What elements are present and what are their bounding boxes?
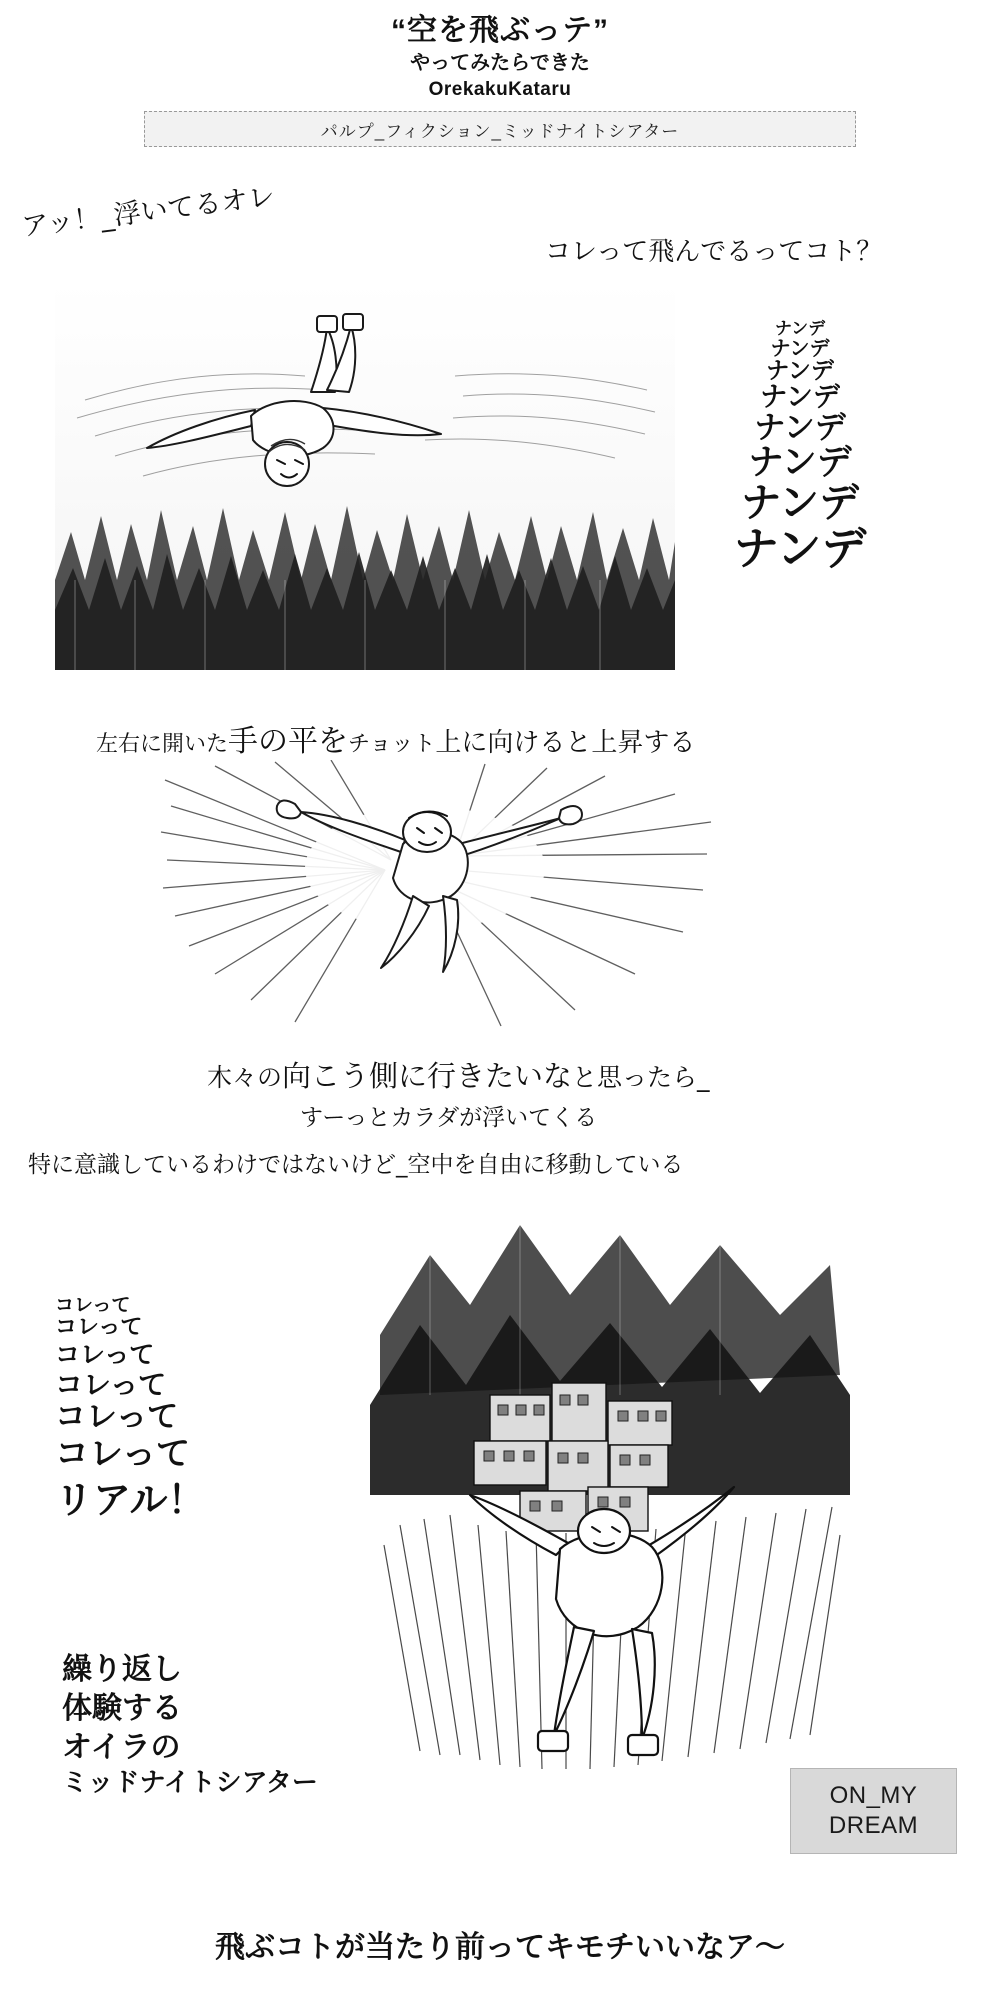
panel3-caption-1b: 向こう側に行きたいな bbox=[282, 1059, 573, 1093]
tag-label: パルプ_フィクション_ミッドナイトシアター bbox=[320, 121, 680, 141]
korette-line-2: コレって bbox=[55, 1339, 155, 1369]
signature-line-1: ON_MY bbox=[829, 1782, 918, 1809]
bottom-text-block bbox=[62, 1650, 318, 1801]
page-header bbox=[0, 0, 1000, 147]
signature-badge bbox=[790, 1768, 957, 1854]
panel1-artwork bbox=[55, 280, 675, 670]
flying-toward-viewer-illustration bbox=[155, 760, 715, 1030]
panel3-caption-1c: と思ったら_ bbox=[572, 1063, 710, 1092]
panel2-caption-part2: 手の平を bbox=[228, 724, 349, 759]
nande-line-4: ナンデ bbox=[754, 410, 846, 447]
page-subtitle: やってみたらできた bbox=[410, 52, 590, 74]
panel3-korette-stack bbox=[55, 1295, 295, 1522]
nande-line-0: ナンデ bbox=[774, 319, 826, 339]
panel2-artwork bbox=[155, 760, 715, 1030]
panel2-caption-part4: 上に向けると上昇する bbox=[435, 728, 696, 758]
footer-caption: 飛ぶコトが当たり前ってキモチいいなア〜 bbox=[215, 1930, 785, 1965]
korette-line-0: コレって bbox=[55, 1294, 131, 1316]
korette-line-6: リアル！ bbox=[55, 1478, 206, 1523]
panel3-caption-2: すーっとカラダが浮いてくる bbox=[300, 1105, 598, 1131]
bottom-line-1: 繰り返し bbox=[62, 1652, 182, 1687]
nande-line-2: ナンデ bbox=[766, 358, 834, 385]
page-title: “空を飛ぶっテ” bbox=[391, 14, 609, 47]
panel3-caption-1a: 木々の bbox=[207, 1063, 283, 1092]
signature-line-2: DREAM bbox=[828, 1812, 919, 1839]
korette-line-3: コレって bbox=[55, 1367, 167, 1401]
bottom-line-3: オイラの bbox=[62, 1730, 181, 1765]
panel1-caption-right: コレって飛んでるってコト？ bbox=[545, 237, 883, 267]
panel1-caption-left: アッ！_浮いてるオレ bbox=[20, 181, 277, 243]
korette-line-4: コレって bbox=[55, 1399, 179, 1436]
panel3-caption-1 bbox=[207, 1060, 710, 1093]
nande-line-3: ナンデ bbox=[760, 381, 840, 413]
panel2-caption-part3: チョット bbox=[348, 732, 436, 757]
nande-line-6: ナンデ bbox=[741, 480, 859, 527]
panel2-caption-part1: 左右に開いた bbox=[96, 732, 229, 757]
korette-line-5: コレって bbox=[55, 1433, 190, 1474]
bottom-line-2: 体験する bbox=[62, 1691, 182, 1726]
panel3-artwork bbox=[370, 1195, 850, 1775]
tag-box bbox=[144, 111, 856, 147]
nande-line-5: ナンデ bbox=[748, 443, 852, 484]
flying-person-forest-illustration bbox=[55, 280, 675, 670]
panel2-caption bbox=[96, 725, 695, 760]
flying-over-village-illustration bbox=[370, 1195, 850, 1775]
nande-line-7: ナンデ bbox=[733, 521, 867, 575]
author-name: OrekakuKataru bbox=[428, 79, 572, 100]
bottom-line-4: ミッドナイトシアター bbox=[62, 1768, 318, 1798]
panel1-nande-stack bbox=[680, 319, 920, 575]
panel3-caption-3: 特に意識しているわけではないけど_空中を自由に移動している bbox=[28, 1152, 684, 1178]
korette-line-1: コレって bbox=[55, 1315, 143, 1341]
nande-line-1: ナンデ bbox=[770, 336, 830, 361]
